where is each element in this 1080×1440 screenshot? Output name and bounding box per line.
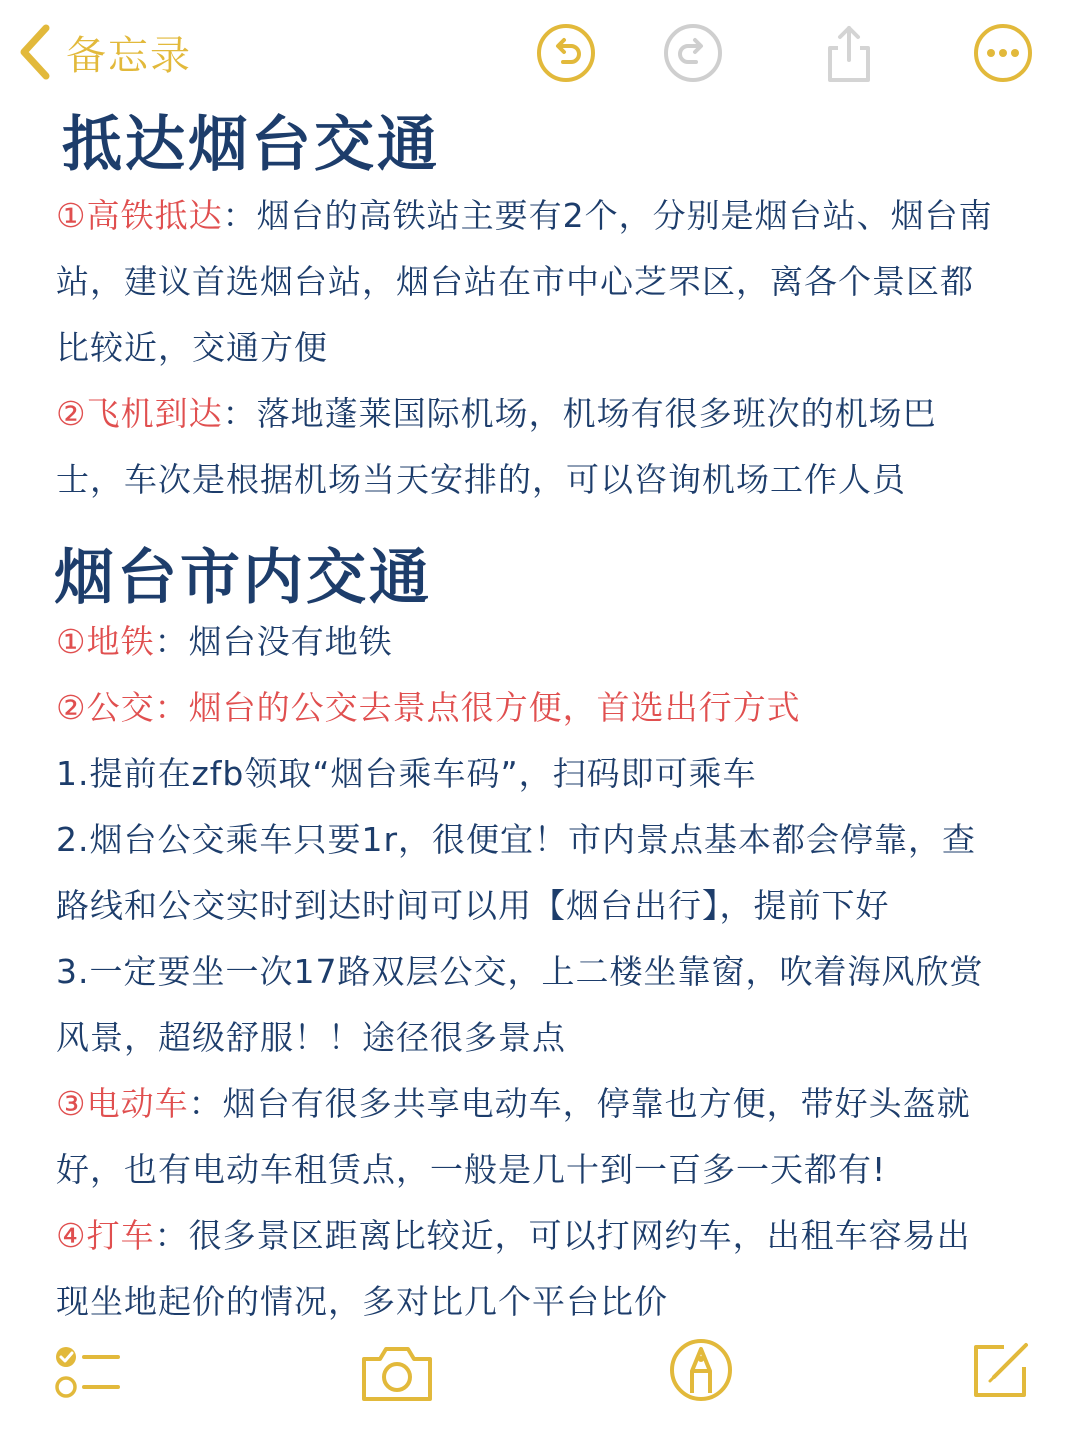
- camera-icon[interactable]: [358, 1341, 436, 1405]
- undo-icon[interactable]: [535, 22, 597, 84]
- item-text-line: 站，建议首选烟台站，烟台站在市中心芝罘区，离各个景区都: [56, 262, 974, 301]
- section2-title: 烟台市内交通: [54, 543, 432, 613]
- item-label: ①地铁: [56, 622, 155, 661]
- share-icon[interactable]: [818, 22, 880, 84]
- top-toolbar: [0, 0, 1080, 110]
- list-item-highlight: ②公交：烟台的公交去景点很方便，首选出行方式: [56, 688, 801, 727]
- redo-icon[interactable]: [662, 22, 724, 84]
- item-label: ②飞机到达: [56, 394, 223, 433]
- back-chevron-icon: [18, 24, 52, 80]
- item-label: ①高铁抵达: [56, 196, 223, 235]
- item-text-line: 士，车次是根据机场当天安排的，可以咨询机场工作人员: [56, 460, 906, 499]
- back-button[interactable]: [18, 20, 192, 84]
- item-text: ：烟台的高铁站主要有2个，分别是烟台站、烟台南: [222, 196, 993, 235]
- item-text: ：很多景区距离比较近，可以打网约车，出租车容易出: [154, 1216, 971, 1255]
- item-text-line: 好，也有电动车租赁点，一般是几十到一百多一天都有!: [56, 1150, 887, 1189]
- list-item: [56, 609, 393, 675]
- item-text-line: 比较近，交通方便: [56, 328, 328, 367]
- list-item: [56, 183, 993, 249]
- item-label: ④打车: [56, 1216, 155, 1255]
- markup-pen-icon[interactable]: [668, 1337, 734, 1403]
- back-label: 备忘录: [66, 32, 192, 79]
- item-text: ：烟台有很多共享电动车，停靠也方便，带好头盔就: [188, 1084, 971, 1123]
- sub-item-line: 路线和公交实时到达时间可以用【烟台出行】，提前下好: [56, 886, 890, 925]
- item-text: ：烟台没有地铁: [154, 622, 393, 661]
- sub-item: 2.烟台公交乘车只要1r，很便宜！市内景点基本都会停靠，查: [56, 820, 977, 859]
- list-item: [56, 381, 937, 447]
- sub-item: 1.提前在zfb领取“烟台乘车码”，扫码即可乘车: [56, 754, 757, 793]
- section1-title: 抵达烟台交通: [62, 110, 440, 180]
- list-item: [56, 1071, 971, 1137]
- compose-icon[interactable]: [968, 1337, 1034, 1403]
- item-text-line: 现坐地起价的情况，多对比几个平台比价: [56, 1282, 668, 1321]
- item-text: ：落地蓬莱国际机场，机场有很多班次的机场巴: [222, 394, 937, 433]
- more-icon[interactable]: [972, 22, 1034, 84]
- sub-item-line: 风景，超级舒服！！途径很多景点: [56, 1018, 566, 1057]
- sub-item: 3.一定要坐一次17路双层公交，上二楼坐靠窗，吹着海风欣赏: [56, 952, 984, 991]
- item-label: ③电动车: [56, 1084, 189, 1123]
- list-item: [56, 1203, 971, 1269]
- bottom-toolbar: [0, 1335, 1080, 1440]
- checklist-icon[interactable]: [52, 1343, 122, 1407]
